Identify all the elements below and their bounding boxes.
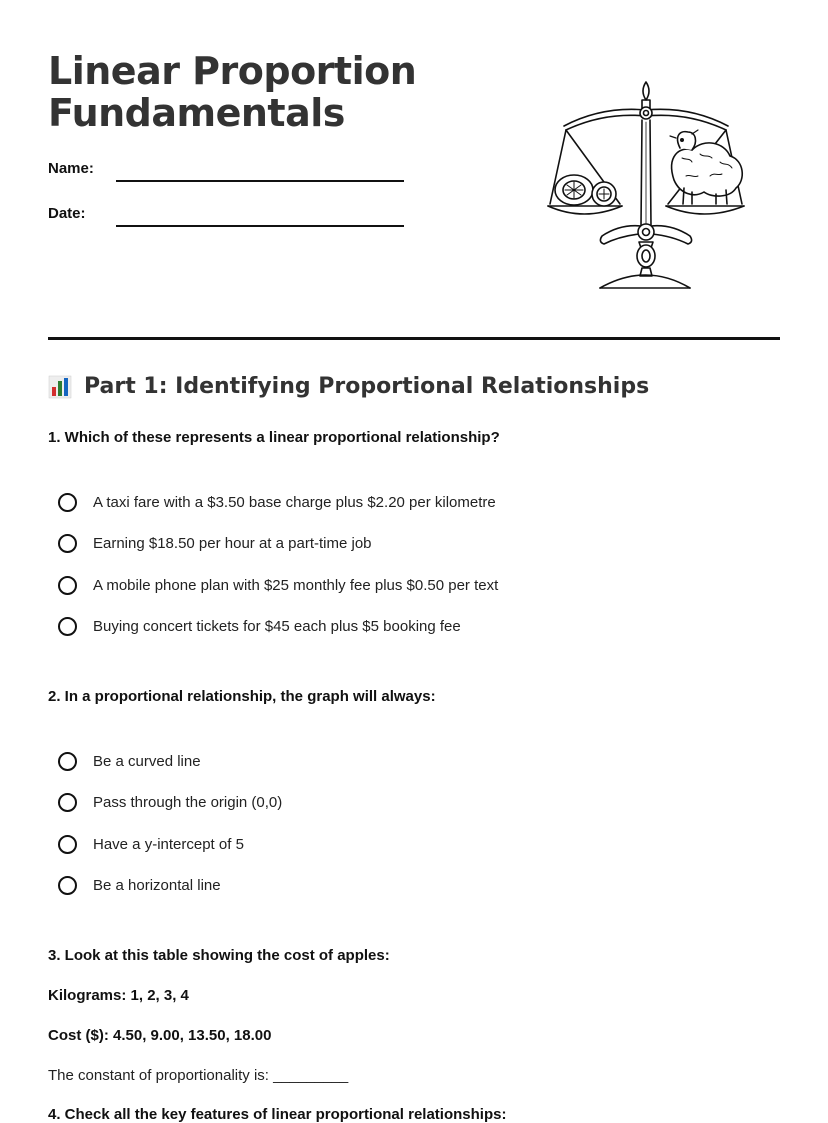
question-3: 3. Look at this table showing the cost of apples:	[48, 947, 390, 964]
part1-heading	[48, 374, 649, 399]
name-input-line[interactable]	[116, 180, 404, 182]
name-label: Name:	[48, 160, 94, 177]
option-label: Earning $18.50 per hour at a part-time job	[93, 535, 372, 552]
radio-button[interactable]	[58, 835, 77, 854]
section-divider	[48, 337, 780, 340]
question-4: 4. Check all the key features of linear proportional relationships:	[48, 1106, 507, 1123]
option-label: Have a y-intercept of 5	[93, 836, 244, 853]
option-label: Be a curved line	[93, 753, 201, 770]
title-line-2: Fundamentals	[48, 91, 345, 135]
balance-scale-illustration	[540, 76, 750, 296]
q1-option-4[interactable]	[58, 617, 461, 636]
option-label: A mobile phone plan with $25 monthly fee plus $0.50 per text	[93, 577, 499, 594]
date-input-line[interactable]	[116, 225, 404, 227]
option-label: A taxi fare with a $3.50 base charge plus $2.20 per kilometre	[93, 494, 496, 511]
q1-option-3[interactable]	[58, 576, 498, 595]
q3-prompt: The constant of proportionality is: _________	[48, 1067, 349, 1084]
q1-option-2[interactable]	[58, 534, 372, 553]
radio-button[interactable]	[58, 576, 77, 595]
q3-kilograms: Kilograms: 1, 2, 3, 4	[48, 987, 189, 1004]
title-line-1: Linear Proportion	[48, 49, 417, 93]
page-title	[48, 50, 416, 134]
q2-option-3[interactable]	[58, 835, 244, 854]
radio-button[interactable]	[58, 752, 77, 771]
option-label: Be a horizontal line	[93, 877, 221, 894]
bar-chart-icon	[48, 375, 72, 399]
q1-option-1[interactable]	[58, 493, 496, 512]
q2-option-2[interactable]	[58, 793, 282, 812]
date-label: Date:	[48, 205, 86, 222]
option-label: Pass through the origin (0,0)	[93, 794, 283, 811]
question-2: 2. In a proportional relationship, the graph will always:	[48, 688, 436, 705]
q2-option-1[interactable]	[58, 752, 201, 771]
q2-option-4[interactable]	[58, 876, 221, 895]
radio-button[interactable]	[58, 876, 77, 895]
question-1: 1. Which of these represents a linear proportional relationship?	[48, 429, 500, 446]
q3-cost: Cost ($): 4.50, 9.00, 13.50, 18.00	[48, 1027, 272, 1044]
radio-button[interactable]	[58, 534, 77, 553]
radio-button[interactable]	[58, 493, 77, 512]
radio-button[interactable]	[58, 793, 77, 812]
part1-heading-text: Part 1: Identifying Proportional Relationships	[84, 374, 650, 399]
radio-button[interactable]	[58, 617, 77, 636]
option-label: Buying concert tickets for $45 each plus $5 booking fee	[93, 618, 461, 635]
